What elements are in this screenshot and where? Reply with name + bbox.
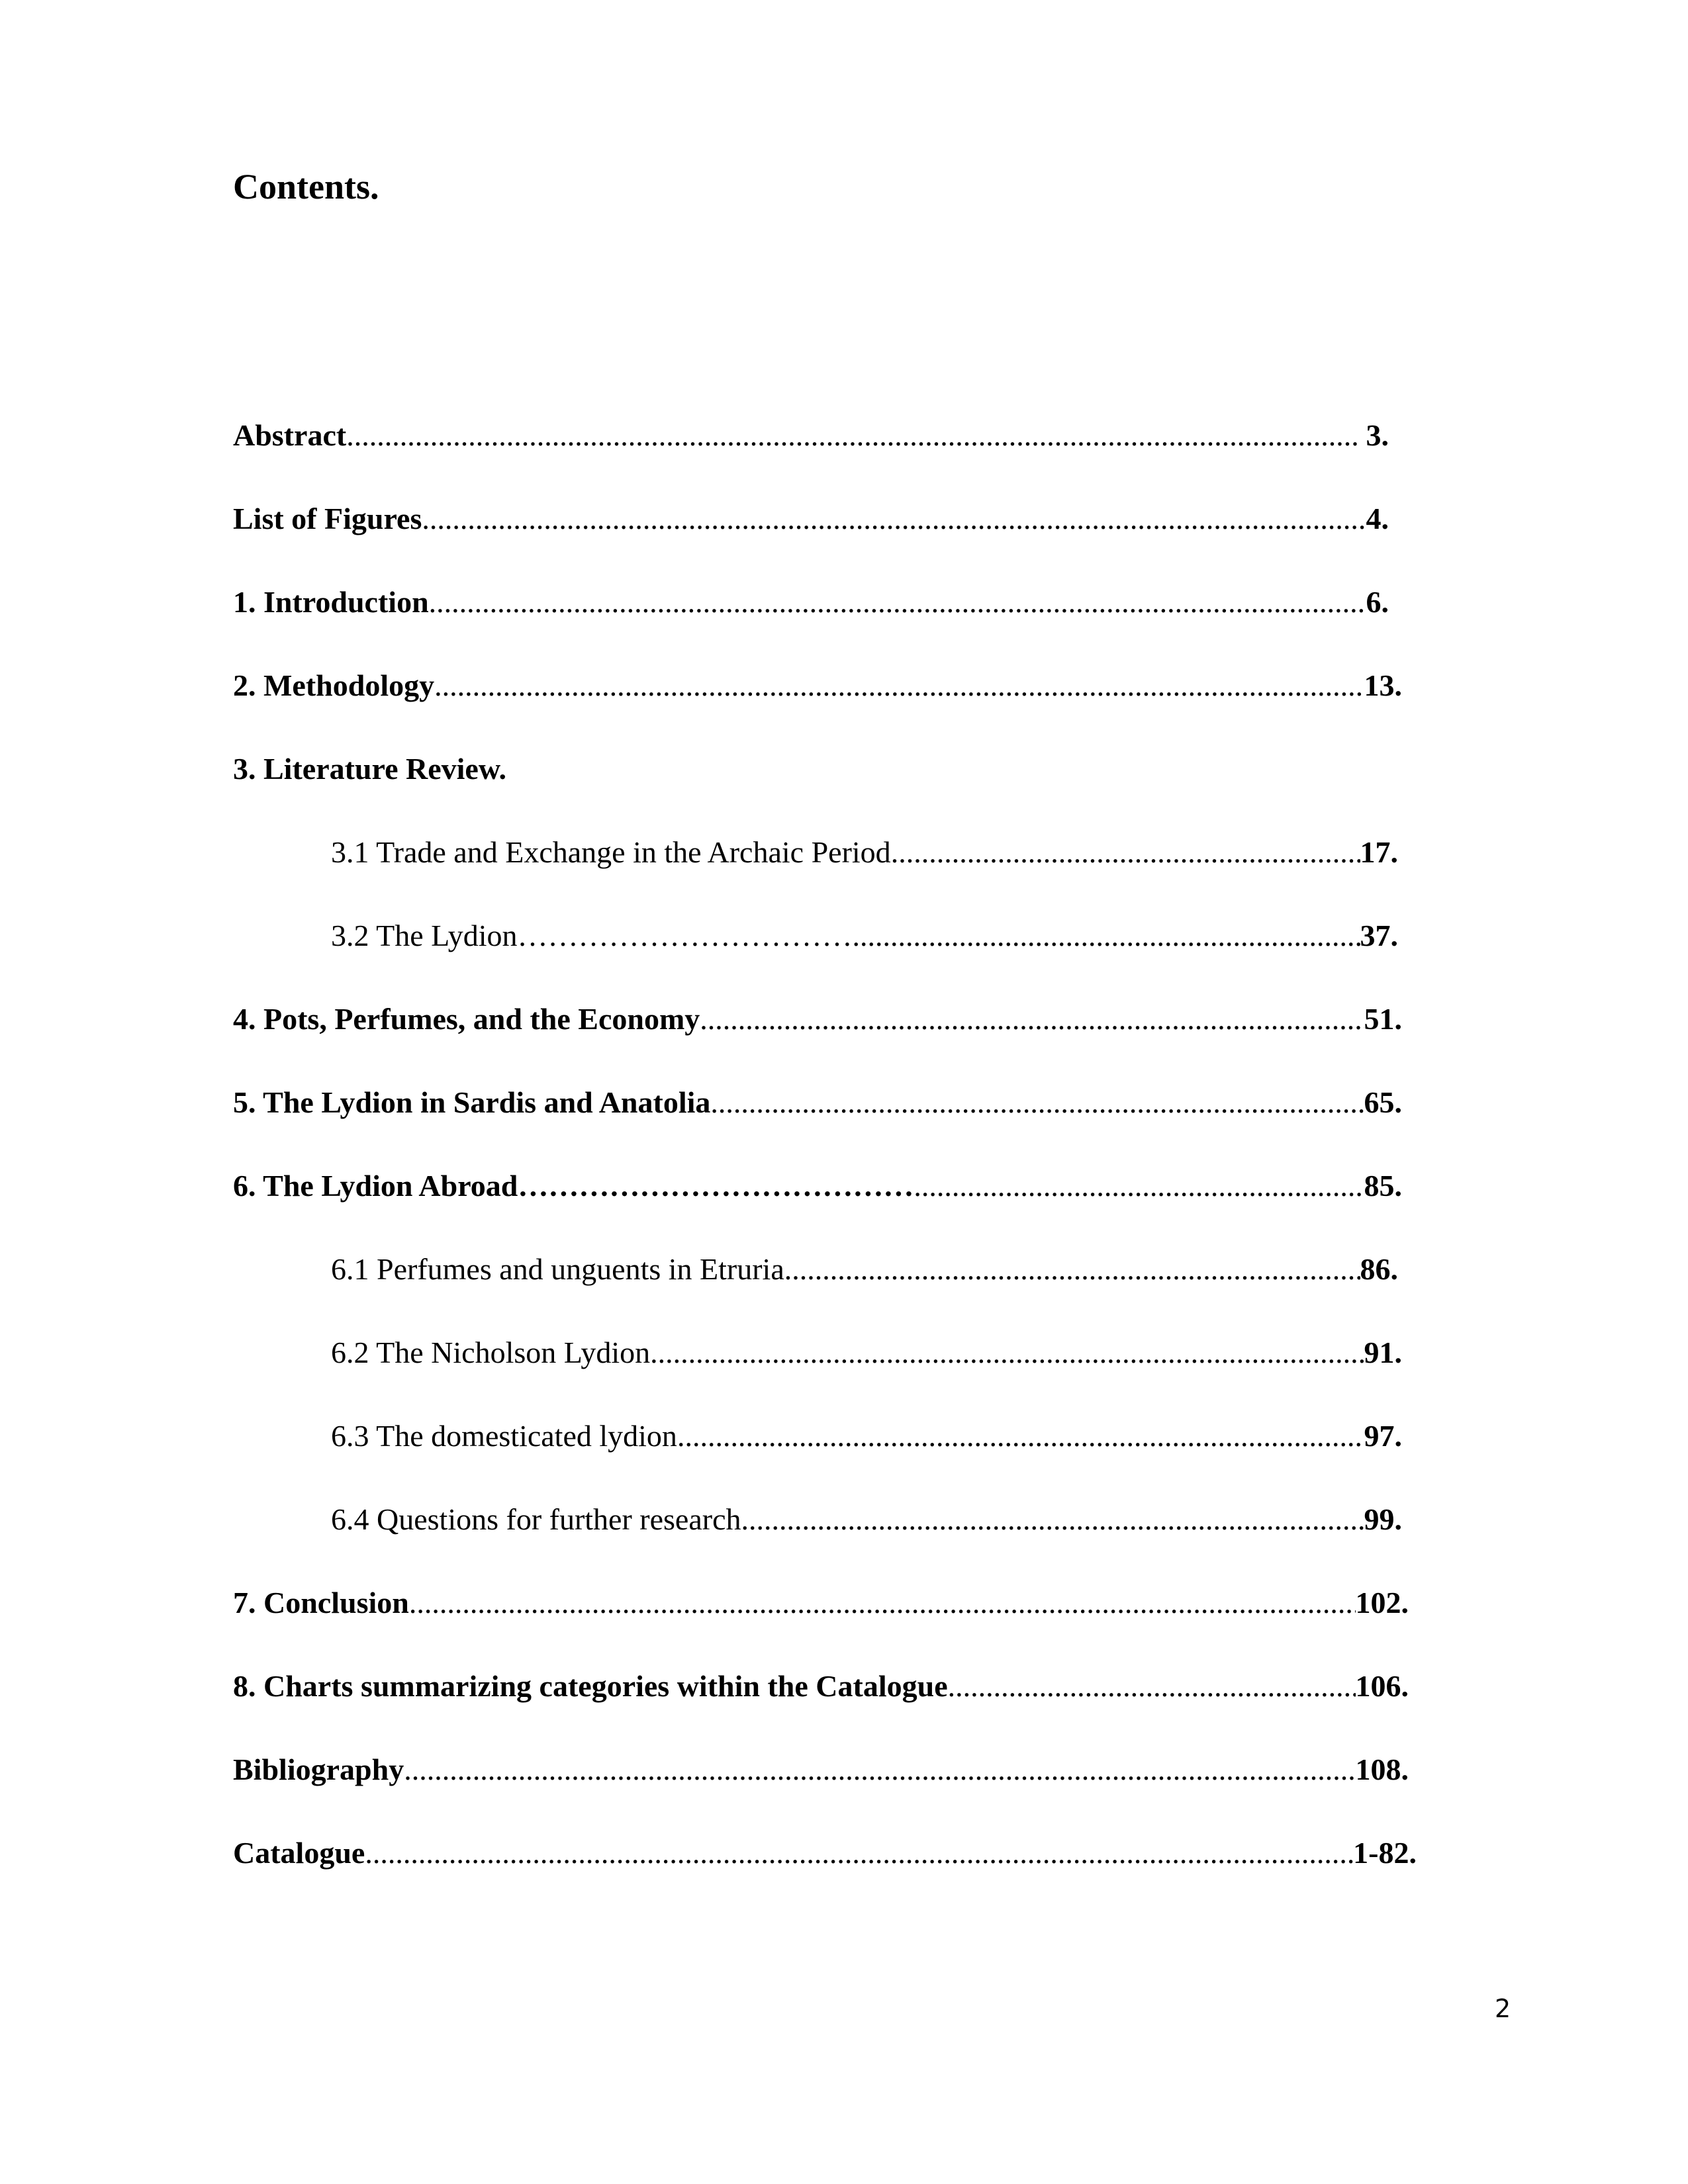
toc-leader-dots: [700, 1001, 1364, 1038]
toc-entry-page: 85.: [1364, 1169, 1402, 1203]
toc-leader-dots: [650, 1334, 1364, 1371]
toc-entry-page: 37.: [1360, 919, 1398, 952]
toc-entry-label: 6.4 Questions for further research: [331, 1502, 741, 1536]
toc-entry-label: Bibliography: [233, 1752, 404, 1786]
toc-leader-dots: [784, 1251, 1360, 1288]
toc-entry-bibliography[interactable]: [233, 1751, 1409, 1788]
toc-entry-label: 6.1 Perfumes and unguents in Etruria: [331, 1252, 784, 1286]
toc-leader-dots: [914, 1167, 1364, 1205]
toc-leader-dots: [891, 834, 1360, 871]
page-number: 2: [1495, 1994, 1511, 2023]
toc-entry-lydion-sardis-anatolia[interactable]: [233, 1084, 1402, 1121]
toc-entry-page: 6.: [1366, 585, 1389, 619]
toc-entry-charts-catalogue[interactable]: [233, 1668, 1409, 1705]
toc-entry-list-of-figures[interactable]: [233, 500, 1389, 537]
toc-entry-page: 99.: [1364, 1502, 1402, 1536]
toc-entry-literature-review[interactable]: [233, 751, 1402, 788]
toc-entry-label: 3.2 The Lydion……………………………: [331, 919, 853, 952]
toc-entry-nicholson-lydion[interactable]: [331, 1334, 1402, 1371]
toc-entry-page: 17.: [1360, 835, 1398, 869]
toc-entry-catalogue[interactable]: [233, 1835, 1417, 1872]
toc-entry-page: 51.: [1364, 1002, 1402, 1036]
toc-entry-label: 6.3 The domesticated lydion: [331, 1419, 677, 1453]
toc-entry-page: 106.: [1355, 1669, 1409, 1703]
toc-entry-label: 2. Methodology: [233, 668, 435, 702]
toc-entry-label: 1. Introduction: [233, 585, 429, 619]
toc-entry-page: 1-82.: [1353, 1836, 1417, 1870]
toc-entry-page: 3.: [1358, 418, 1389, 452]
toc-entry-domesticated-lydion[interactable]: [331, 1418, 1402, 1455]
toc-entry-page: 86.: [1360, 1252, 1398, 1286]
toc-entry-page: 108.: [1355, 1752, 1409, 1786]
toc-leader-dots: [404, 1751, 1355, 1788]
toc-entry-perfumes-etruria[interactable]: [331, 1251, 1398, 1288]
toc-entry-label: Abstract: [233, 418, 347, 452]
toc-entry-pots-perfumes-economy[interactable]: [233, 1001, 1402, 1038]
toc-leader-dots: [434, 667, 1364, 704]
toc-entry-page: 97.: [1364, 1419, 1402, 1453]
toc-entry-label: 8. Charts summarizing categories within the Catalogue: [233, 1669, 948, 1703]
toc-leader-dots: [365, 1835, 1353, 1872]
toc-entry-the-lydion[interactable]: [331, 917, 1398, 954]
toc-leader-dots: [677, 1418, 1364, 1455]
toc-entry-label: 4. Pots, Perfumes, and the Economy: [233, 1002, 700, 1036]
toc-entry-introduction[interactable]: [233, 584, 1389, 621]
toc-entry-lydion-abroad[interactable]: [233, 1167, 1402, 1205]
toc-entry-page: 13.: [1364, 668, 1402, 702]
toc-entry-label: 6.2 The Nicholson Lydion: [331, 1336, 651, 1369]
toc-entry-page: 65.: [1364, 1085, 1402, 1119]
toc-entry-label: Catalogue: [233, 1836, 365, 1870]
toc-entry-abstract[interactable]: [233, 417, 1389, 454]
toc-leader-dots: [409, 1584, 1356, 1621]
page-title: Contents.: [233, 167, 379, 206]
toc-leader-dots: [422, 500, 1366, 537]
toc-entry-label: 3.1 Trade and Exchange in the Archaic Period: [331, 835, 891, 869]
toc-leader-dots: [948, 1668, 1356, 1705]
toc-leader-dots: [710, 1084, 1364, 1121]
toc-leader-dots: [853, 917, 1360, 954]
toc-entry-conclusion[interactable]: [233, 1584, 1409, 1621]
toc-leader-dots: [741, 1501, 1364, 1538]
toc-entry-page: 91.: [1364, 1336, 1402, 1369]
toc-entry-methodology[interactable]: [233, 667, 1402, 704]
toc-entry-label: 7. Conclusion: [233, 1586, 409, 1619]
toc-entry-further-research[interactable]: [331, 1501, 1402, 1538]
toc-entry-page: 4.: [1366, 502, 1389, 535]
toc-leader-dots: [346, 417, 1358, 454]
toc-leader-dots: [429, 584, 1366, 621]
toc-entry-label: 6. The Lydion Abroad…………………………………: [233, 1169, 914, 1203]
toc-entry-label: List of Figures: [233, 502, 422, 535]
toc-entry-trade-and-exchange[interactable]: [331, 834, 1398, 871]
toc-entry-page: 102.: [1355, 1586, 1409, 1619]
toc-entry-label: 5. The Lydion in Sardis and Anatolia: [233, 1085, 711, 1119]
toc-entry-label: 3. Literature Review.: [233, 752, 507, 786]
